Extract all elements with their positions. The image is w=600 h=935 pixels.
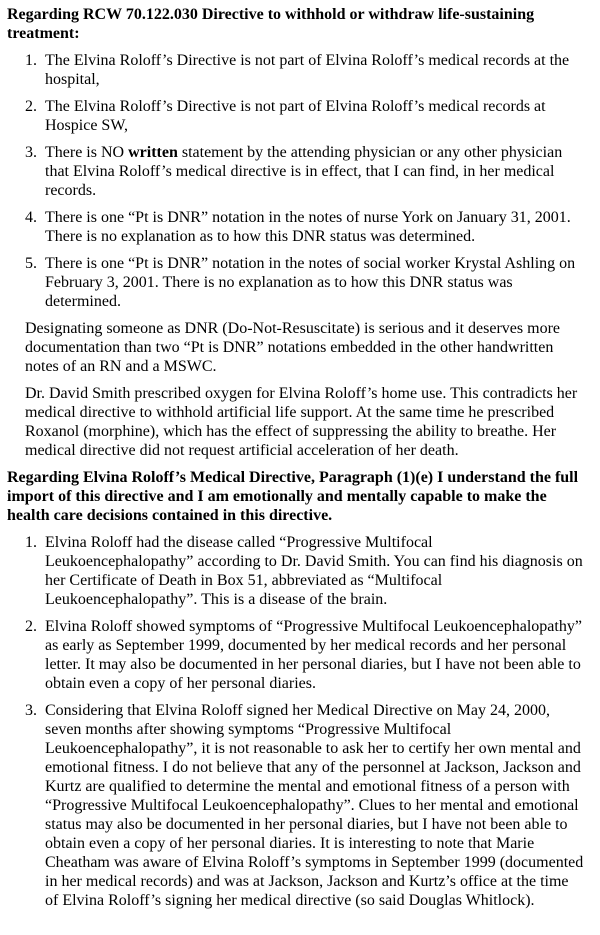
list-number: 2.: [25, 98, 37, 115]
list-item: [25, 143, 584, 200]
text-run: There is one “Pt is DNR” notation in the notes of social worker Krystal Ashling on February 3, 2001. There is no explanation as to how this DNR status was determined.: [45, 255, 576, 310]
text-run-bold: written: [128, 144, 178, 161]
paragraph-oxygen-roxanol: Dr. David Smith prescribed oxygen for Elvina Roloff’s home use. This contradicts her medical directive to withhold artificial life support. At the same time he prescribed Roxanol (morphine), which has the effect of suppressing the ability to breathe. Her medical directive did not request artificial acceleration of her death.: [25, 385, 578, 459]
list-item: [25, 254, 584, 311]
list-item-text: [45, 254, 584, 311]
list-item: [25, 701, 584, 910]
text-run: Considering that Elvina Roloff signed her Medical Directive on May 24, 2000, seven months after showing symptoms “Progressive Multifocal Leukoencephalopathy”, it is not reasonable to ask her to certify her own mental and emotional fitness. I do not believe that any of the personnel at Jackson, Jackson and Kurtz are qualified to determine the mental and emotional fitness of a person with “Progressive Multifocal Leukoencephalopathy”. Clues to her mental and emotional status may also be documented in her personal diaries, but I have not been able to obtain even a copy of her personal diaries. It is interesting to note that Marie Cheatham was aware of Elvina Roloff’s symptoms in September 1999 (documented in her medical records) and was at Jackson, Jackson and Kurtz’s office at the time of Elvina Roloff’s signing her medical directive (so said Douglas Whitlock).: [45, 702, 584, 909]
list-item-text: [45, 533, 584, 609]
paragraph-dnr-documentation: Designating someone as DNR (Do-Not-Resuscitate) is serious and it deserves more documentation than two “Pt is DNR” notations embedded in the other handwritten notes of an RN and a MSWC.: [25, 320, 560, 375]
list-item: [25, 617, 584, 693]
text-run: statement by the attending physician or any other physician that Elvina Roloff’s medical directive is in effect, that I can find, in her medical records.: [45, 144, 563, 199]
list-item: [25, 97, 584, 135]
list-number: 3.: [25, 702, 37, 719]
section2-list: [7, 533, 584, 910]
text-run: The Elvina Roloff’s Directive is not part of Elvina Roloff’s medical records at Hospice SW,: [45, 98, 546, 134]
list-item-text: [45, 51, 584, 89]
text-run: The Elvina Roloff’s Directive is not part of Elvina Roloff’s medical records at the hospital,: [45, 52, 570, 88]
list-number: 4.: [25, 209, 37, 226]
list-item-text: [45, 701, 584, 910]
list-number: 1.: [25, 52, 37, 69]
list-number: 3.: [25, 144, 37, 161]
text-run: Elvina Roloff showed symptoms of “Progressive Multifocal Leukoencephalopathy” as early as September 1999, documented by her medical records and her personal letter. It may also be documented in her personal diaries, but I have not been able to obtain even a copy of her personal diaries.: [45, 618, 582, 692]
list-item: [25, 208, 584, 246]
list-number: 5.: [25, 255, 37, 272]
list-item-text: [45, 208, 584, 246]
section1-heading: Regarding RCW 70.122.030 Directive to withhold or withdraw life-sustaining treatment:: [7, 6, 535, 42]
text-run: There is NO: [45, 144, 129, 161]
list-item: [25, 51, 584, 89]
list-item: [25, 533, 584, 609]
list-item-text: [45, 617, 584, 693]
text-run: There is one “Pt is DNR” notation in the notes of nurse York on January 31, 2001. There is no explanation as to how this DNR status was determined.: [45, 209, 571, 245]
text-run: Elvina Roloff had the disease called “Progressive Multifocal Leukoencephalopathy” according to Dr. David Smith. You can find his diagnosis on her Certificate of Death in Box 51, abbreviated as “Multifocal Leukoencephalopathy”. This is a disease of the brain.: [45, 534, 583, 608]
list-number: 1.: [25, 534, 37, 551]
section2-heading: Regarding Elvina Roloff’s Medical Directive, Paragraph (1)(e) I understand the full import of this directive and I am emotionally and mentally capable to make the health care decisions contained in this directive.: [7, 469, 579, 524]
list-item-text: [45, 97, 584, 135]
list-item-text: [45, 143, 584, 200]
section1-list: [7, 51, 584, 311]
list-number: 2.: [25, 618, 37, 635]
